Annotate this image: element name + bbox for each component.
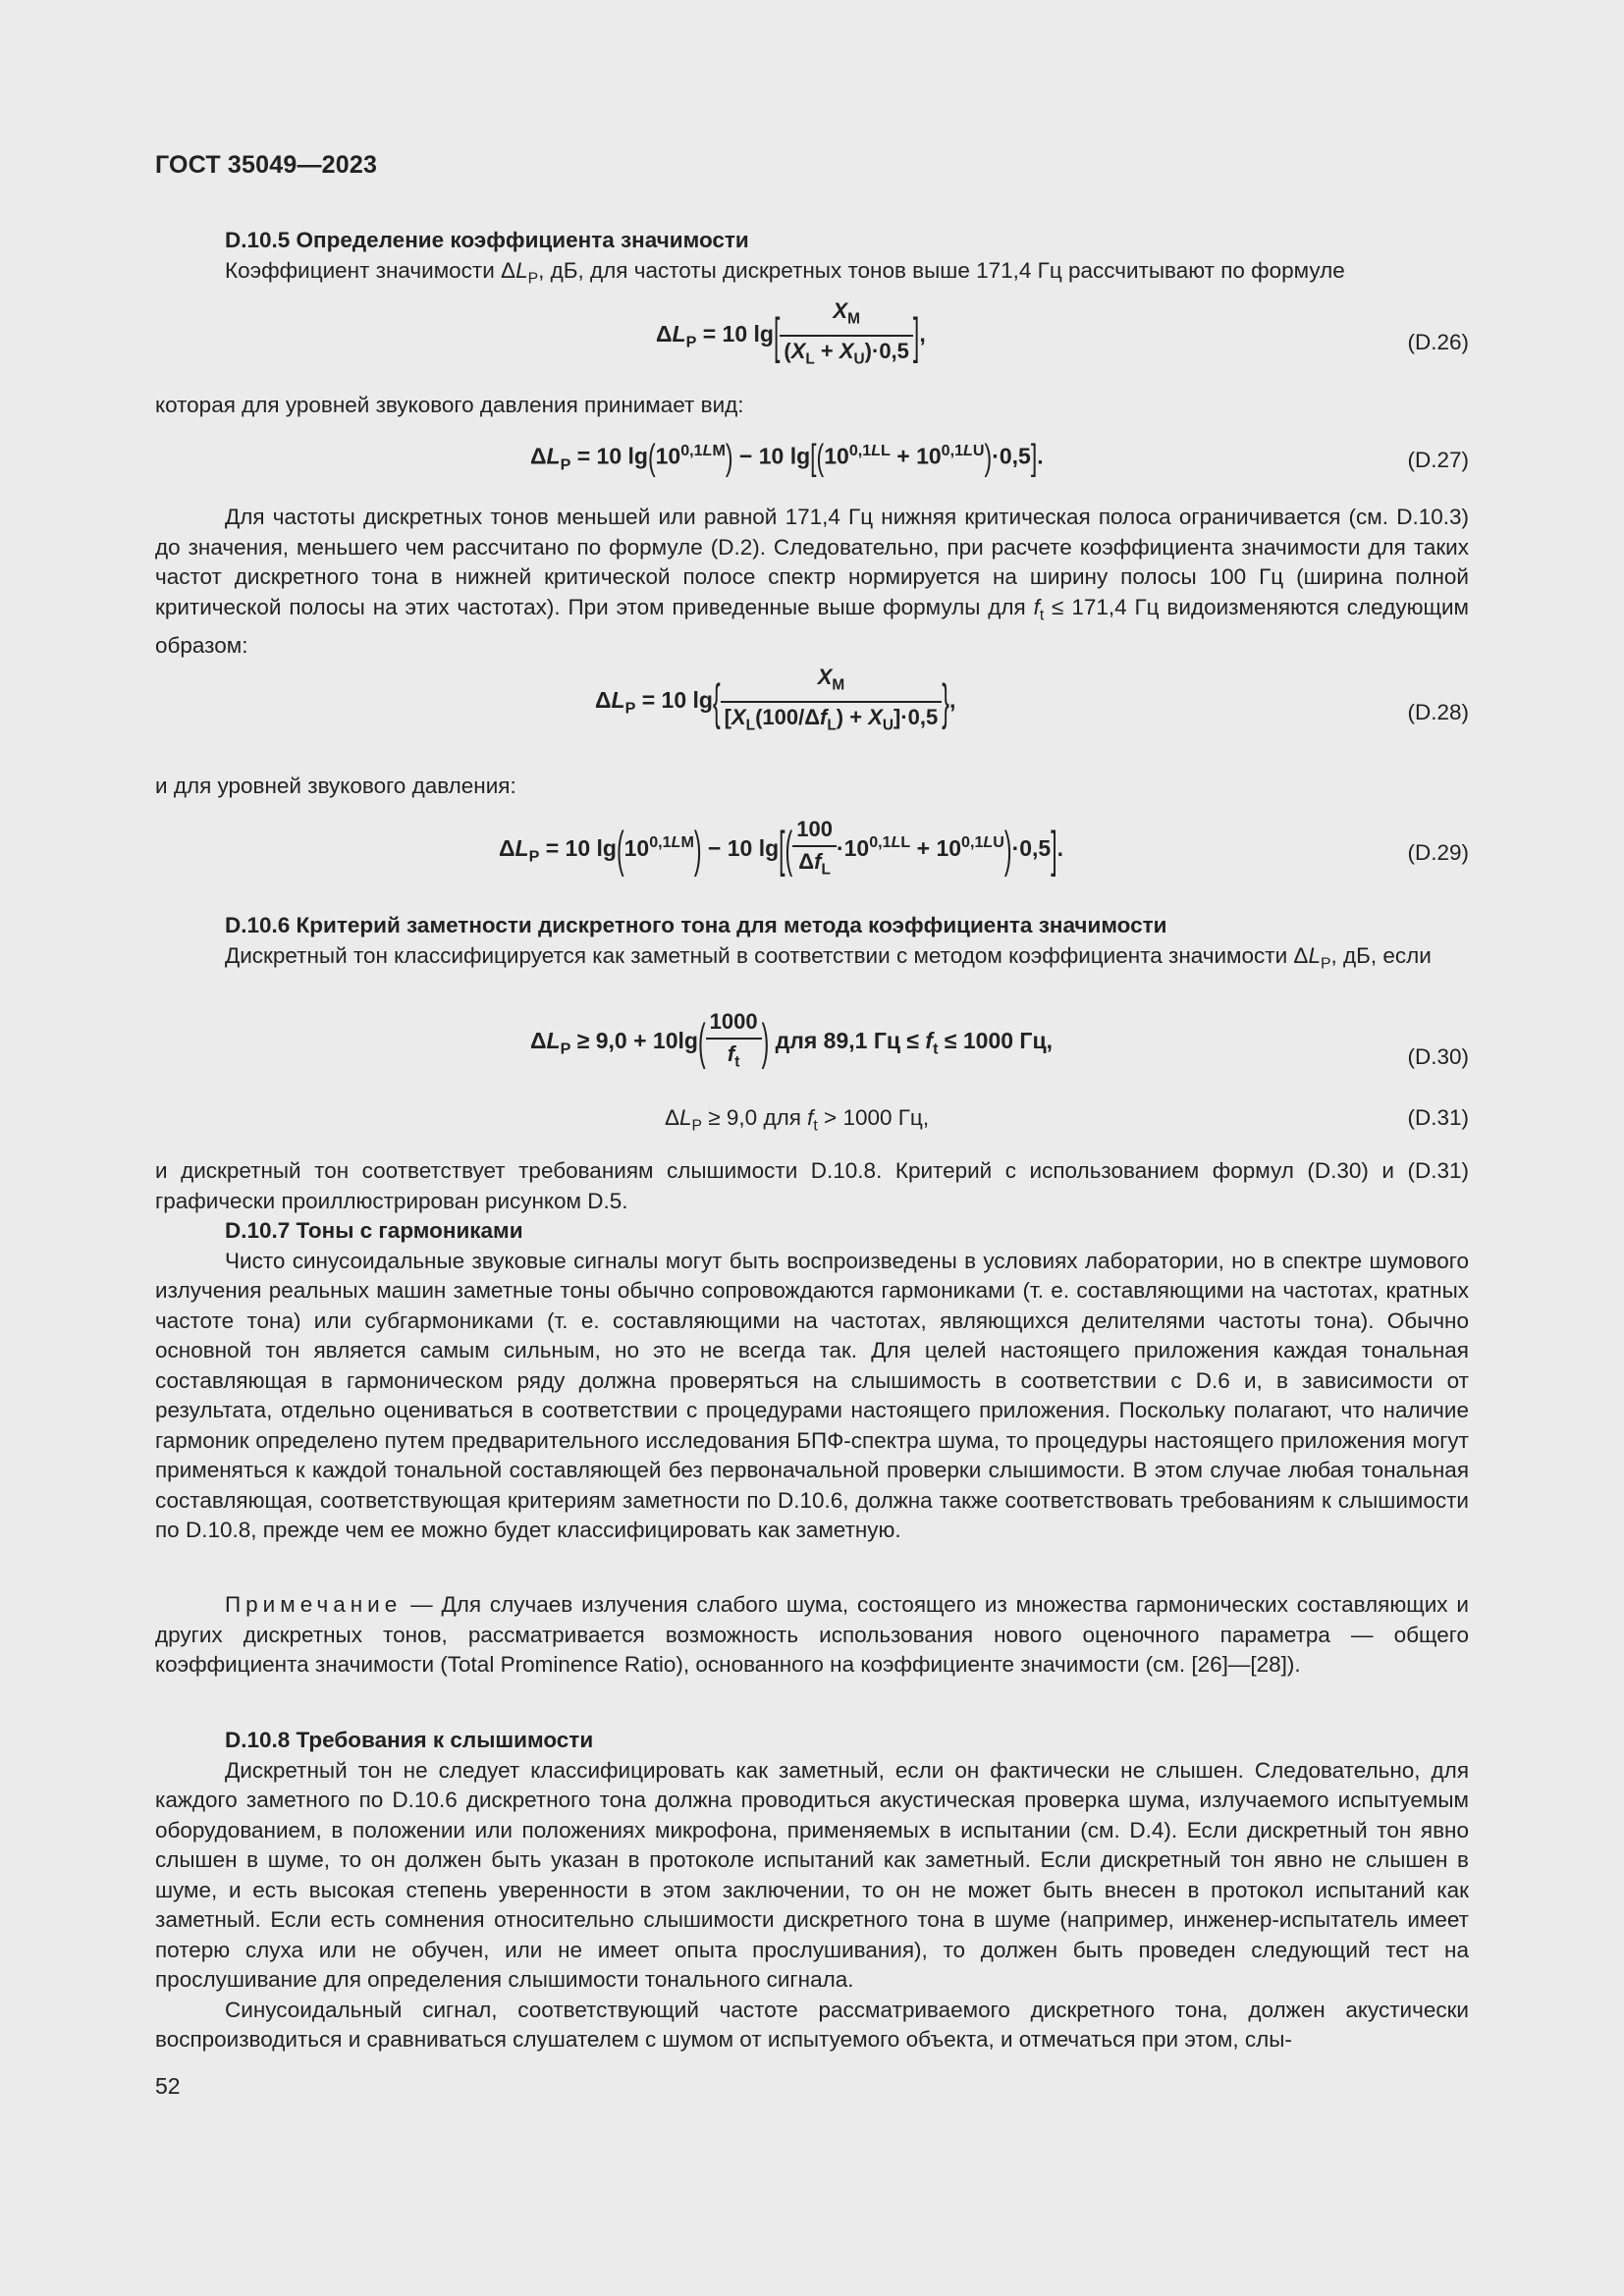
formula: $\Delta L_P = 10$ $\lg(10^{0,1LM}) - 10$ $\lg[(10^{0,1LL} + 10^{0,1LU})\cdot 0,5]$. [530,437,1044,478]
paragraph: Коэффициент значимости $\Delta L_P$, дБ, для частоты дискретных тонов выше 171,4 Гц рассчитывают по формуле [225,257,1345,287]
paragraph: и для уровней звукового давления: [155,774,516,798]
equation-number: (D.26) [1407,330,1469,354]
equation-d28 [155,663,1469,751]
paragraph: Для частоты дискретных тонов меньшей или равной 171,4 Гц нижняя критическая полоса ограничивается (см. D.10.3) до значения, меньшего чем рассчитано по формуле (D.2). Следовательно, при расчете коэффициента значимости для таких частот дискретного тона в нижней критической полосе спектр нормируется на ширину полосы 100 Гц (ширина полной критической полосы на этих частотах). При этом приведенные выше формулы для $f_t \le 171,4$ Гц видоизменяются следующим образом: [155,505,1470,658]
note [155,1590,1469,1681]
section-d106 [155,911,1469,980]
section-d108 [155,1726,1469,2056]
note-label: Примечание [225,1592,403,1617]
equation-d31 [155,1103,1469,1135]
equation-number: (D.31) [1407,1105,1469,1130]
note-text: — Для случаев излучения слабого шума, состоящего из множества гармонических составляющих и других дискретных тонов, рассматривается возможность использования нового оценочного параметра — общего коэффициента значимости (Total Prominence Ratio), основанного на коэффициенте значимости (см. [26]—[28]). [155,1592,1469,1677]
equation-number: (D.28) [1407,700,1469,724]
section-title: D.10.7 Тоны с гармониками [225,1218,523,1243]
section-title: D.10.8 Требования к слышимости [225,1728,594,1752]
equation-d27 [155,432,1469,481]
page-number: 52 [155,2073,181,2099]
paragraph: Чисто синусоидальные звуковые сигналы могут быть воспроизведены в условиях лаборатории, но в спектре шумового излучения реальных машин заметные тоны обычно сопровождаются гармониками (т. е. составляющими на частотах, кратных частоте тона) или субгармониками (т. е. составляющими на частотах, являющихся делителями частоты тона). Обычно основной тон является самым сильным, но это не всегда так. Для целей настоящего приложения каждая тональная составляющая в гармоническом ряду должна проверяться на слышимость в соответствии с D.6 и, в зависимости от результата, отдельно оцениваться в соответствии с процедурами настоящего приложения. Поскольку полагают, что наличие гармоник определено путем предварительного исследования БПФ-спектра шума, то процедуры настоящего приложения могут применяться к каждой тональной составляющей без первоначальной проверки слышимости. В этом случае любая тональная составляющая, соответствующая критериям заметности по D.10.6, должна также соответствовать требованиям к слышимости по D.10.8, прежде чем ее можно будет классифицировать как заметную. [155,1248,1469,1542]
formula: $\Delta L_P = 10$ lg{ $\frac{X_M}{[X_L(100/\Delta f_L) + X_U]\cdot 0,5}$ }, [595,665,956,734]
paragraph: Дискретный тон классифицируется как заметный в соответствии с методом коэффициента значимости $\Delta L_P$, дБ, если [225,942,1432,972]
paragraph: и дискретный тон соответствует требованиям слышимости D.10.8. Критерий с использованием формул (D.30) и (D.31) графически проиллюстрирован рисунком D.5. [155,1158,1469,1213]
equation-number: (D.30) [1407,1044,1469,1069]
section-title: D.10.6 Критерий заметности дискретного тона для метода коэффициента значимости [225,913,1167,937]
document-header: ГОСТ 35049—2023 [155,151,378,179]
equation-number: (D.27) [1407,448,1469,472]
section-d107 [155,1156,1469,1546]
equation-number: (D.29) [1407,840,1469,865]
paragraph: Дискретный тон не следует классифицировать как заметный, если он фактически не слышен. Следовательно, для каждого заметного по D.10.6 дискретного тона должна проводиться акустическая проверка шума, излучаемого испытуемым оборудованием, в положении или положениях микрофона, применяемых в испытании (см. D.4). Если дискретный тон явно слышен в шуме, то он должен быть указан в протоколе испытаний как заметный. Если дискретный тон явно не слышен в шуме, и есть высокая степень уверенности в этом заключении, то он не может быть внесен в протокол испытаний как заметный. Если есть сомнения относительно слышимости дискретного тона в шуме (например, инженер-испытатель имеет потерю слуха или не обучен, или не имеет опыта прослушивания), то должен быть проведен следующий тест на прослушивание для определения слышимости тонального сигнала. [155,1757,1469,1992]
section-title: D.10.5 Определение коэффициента значимости [225,228,749,252]
paragraph: Синусоидальный сигнал, соответствующий частоте рассматриваемого дискретного тона, должен акустически воспроизводиться и сравниваться слушателем с шумом от испытуемого объекта, и отмечаться при этом, слы- [155,1997,1469,2052]
formula: $\Delta L_P \ge 9,0$ для $f_t > 1000$ Гц, [665,1105,930,1135]
paragraph: которая для уровней звукового давления принимает вид: [155,393,744,417]
formula: $\Delta L_P \ge 9,0 + 10\lg$( $\frac{1000}{f_t}$ ) для 89,1 Гц ≤ $f_t \le 1000$ Гц, [530,1009,1053,1070]
formula: $\Delta L_P = 10$ lg[ $\frac{X_M}{(X_L + X_U)\cdot 0,5}$ ], [656,298,926,368]
section-d105 [155,226,1469,294]
equation-d26 [155,294,1469,373]
equation-d30 [155,1007,1469,1095]
formula: $\Delta L_P = 10$ $\lg(10^{0,1LM}) - 10$ lg[( $\frac{100}{\Delta f_L}$ $\cdot 10^{0,1LL} + 10^{0,1LU})\cdot 0,5$]. [499,817,1063,878]
equation-d29 [155,811,1469,899]
